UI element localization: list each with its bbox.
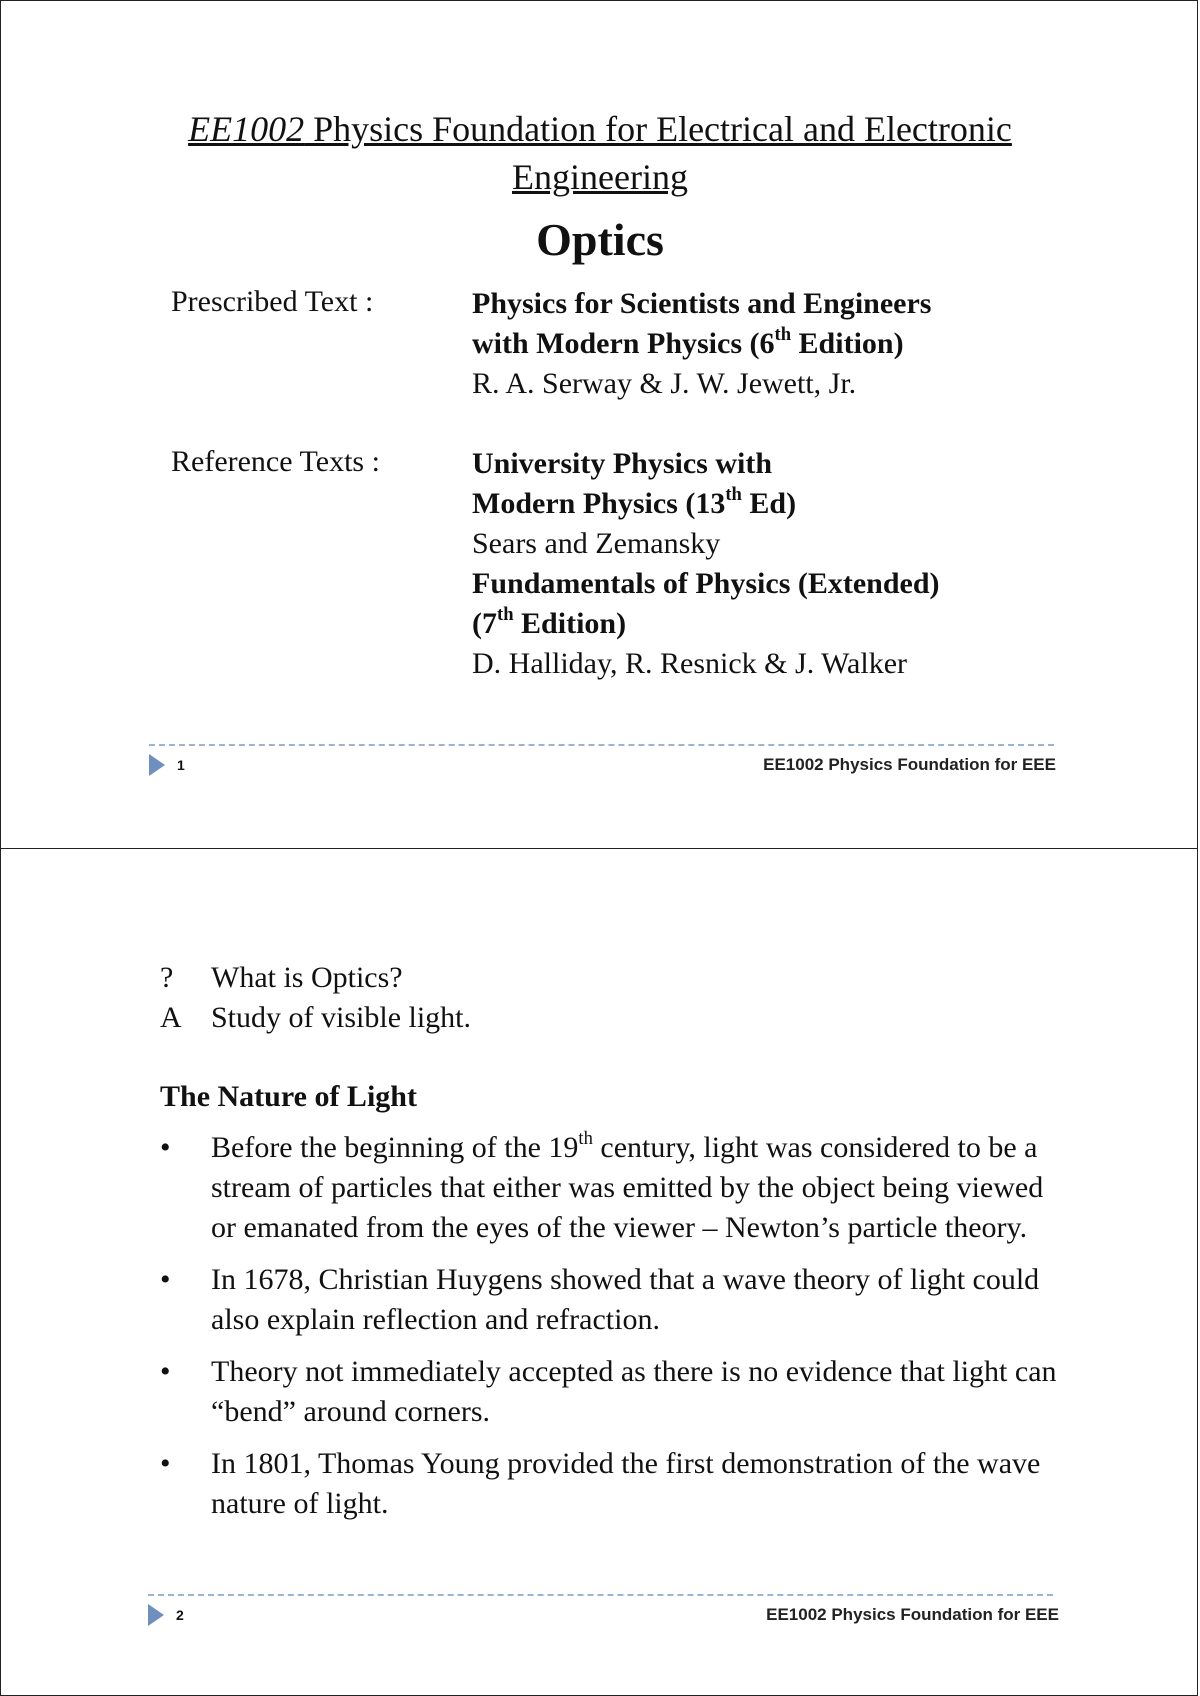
- footer-course-label: EE1002 Physics Foundation for EEE: [766, 1605, 1059, 1624]
- reference-book2-line2-text: (7: [472, 607, 497, 640]
- reference-book1-authors: Sears and Zemansky: [472, 527, 721, 560]
- slide-subtitle: Optics: [536, 214, 664, 265]
- prescribed-title-line2: [472, 324, 931, 364]
- reference-book1-line2-text: Modern Physics (13: [472, 487, 726, 520]
- course-code: EE1002: [188, 109, 305, 149]
- reference-book2-line2-end: Edition): [513, 607, 627, 640]
- section-heading: The Nature of Light: [160, 1080, 417, 1113]
- reference-book2-authors: D. Halliday, R. Resnick & J. Walker: [472, 647, 908, 680]
- answer-marker: A: [160, 1001, 182, 1034]
- slide-number: 2: [176, 1607, 184, 1623]
- course-title-rest: Physics Foundation for Electrical and Electronic: [304, 109, 1012, 149]
- bullet-1-superscript: th: [578, 1128, 593, 1150]
- reference-book2-line1: Fundamentals of Physics (Extended): [472, 567, 940, 600]
- bullet-icon: •: [160, 1447, 171, 1480]
- answer-text: Study of visible light.: [211, 1001, 472, 1034]
- prescribed-line2-end: Edition): [791, 327, 904, 360]
- reference-book1-superscript: th: [725, 484, 742, 506]
- bullet-3-text: Theory not immediately accepted as there is no evidence that light can “bend” around corners.: [211, 1355, 1057, 1428]
- prescribed-authors: R. A. Serway & J. W. Jewett, Jr.: [472, 367, 857, 400]
- list-item: [160, 1352, 1060, 1432]
- course-title: [1, 105, 1199, 201]
- question-line: [160, 958, 403, 998]
- prescribed-label: Prescribed Text :: [171, 285, 374, 318]
- footer-divider: [148, 1594, 1053, 1596]
- bullet-icon: •: [160, 1131, 171, 1164]
- reference-book1-line2-end: Ed): [741, 487, 797, 520]
- course-title-line2: Engineering: [512, 157, 688, 197]
- bullet-list: [160, 1128, 1060, 1536]
- question-marker: ?: [160, 961, 174, 994]
- prescribed-line2-text: with Modern Physics (6: [472, 327, 775, 360]
- answer-line: [160, 998, 471, 1038]
- slide-number: 1: [177, 757, 185, 773]
- reference-book2-line2: [472, 604, 940, 644]
- question-text: What is Optics?: [211, 961, 403, 994]
- bullet-1-text-end: century, light was considered to be a stream of particles that either was emitted by the object being viewed or emanated from the eyes of the viewer – Newton’s particle theory.: [211, 1131, 1044, 1244]
- bullet-2-text: In 1678, Christian Huygens showed that a wave theory of light could also explain reflection and refraction.: [211, 1263, 1040, 1336]
- list-item: [160, 1128, 1060, 1248]
- footer-arrow-icon: [149, 754, 165, 776]
- prescribed-text-block: [472, 284, 931, 404]
- reference-label: Reference Texts :: [171, 445, 380, 478]
- reference-texts-block: [472, 444, 940, 684]
- list-item: [160, 1260, 1060, 1340]
- slide-1: [0, 0, 1198, 849]
- bullet-1-text: Before the beginning of the 19: [211, 1131, 579, 1164]
- bullet-4-text: In 1801, Thomas Young provided the first demonstration of the wave nature of light.: [211, 1447, 1041, 1520]
- reference-book1-line2: [472, 484, 940, 524]
- prescribed-title-line1: Physics for Scientists and Engineers: [472, 287, 932, 320]
- list-item: [160, 1444, 1060, 1524]
- footer-divider: [149, 744, 1054, 746]
- bullet-icon: •: [160, 1355, 171, 1388]
- reference-book1-line1: University Physics with: [472, 447, 772, 480]
- prescribed-superscript: th: [774, 324, 792, 346]
- reference-book2-superscript: th: [497, 604, 514, 626]
- bullet-icon: •: [160, 1263, 171, 1296]
- footer-course-label: EE1002 Physics Foundation for EEE: [763, 755, 1056, 774]
- footer-arrow-icon: [148, 1604, 164, 1626]
